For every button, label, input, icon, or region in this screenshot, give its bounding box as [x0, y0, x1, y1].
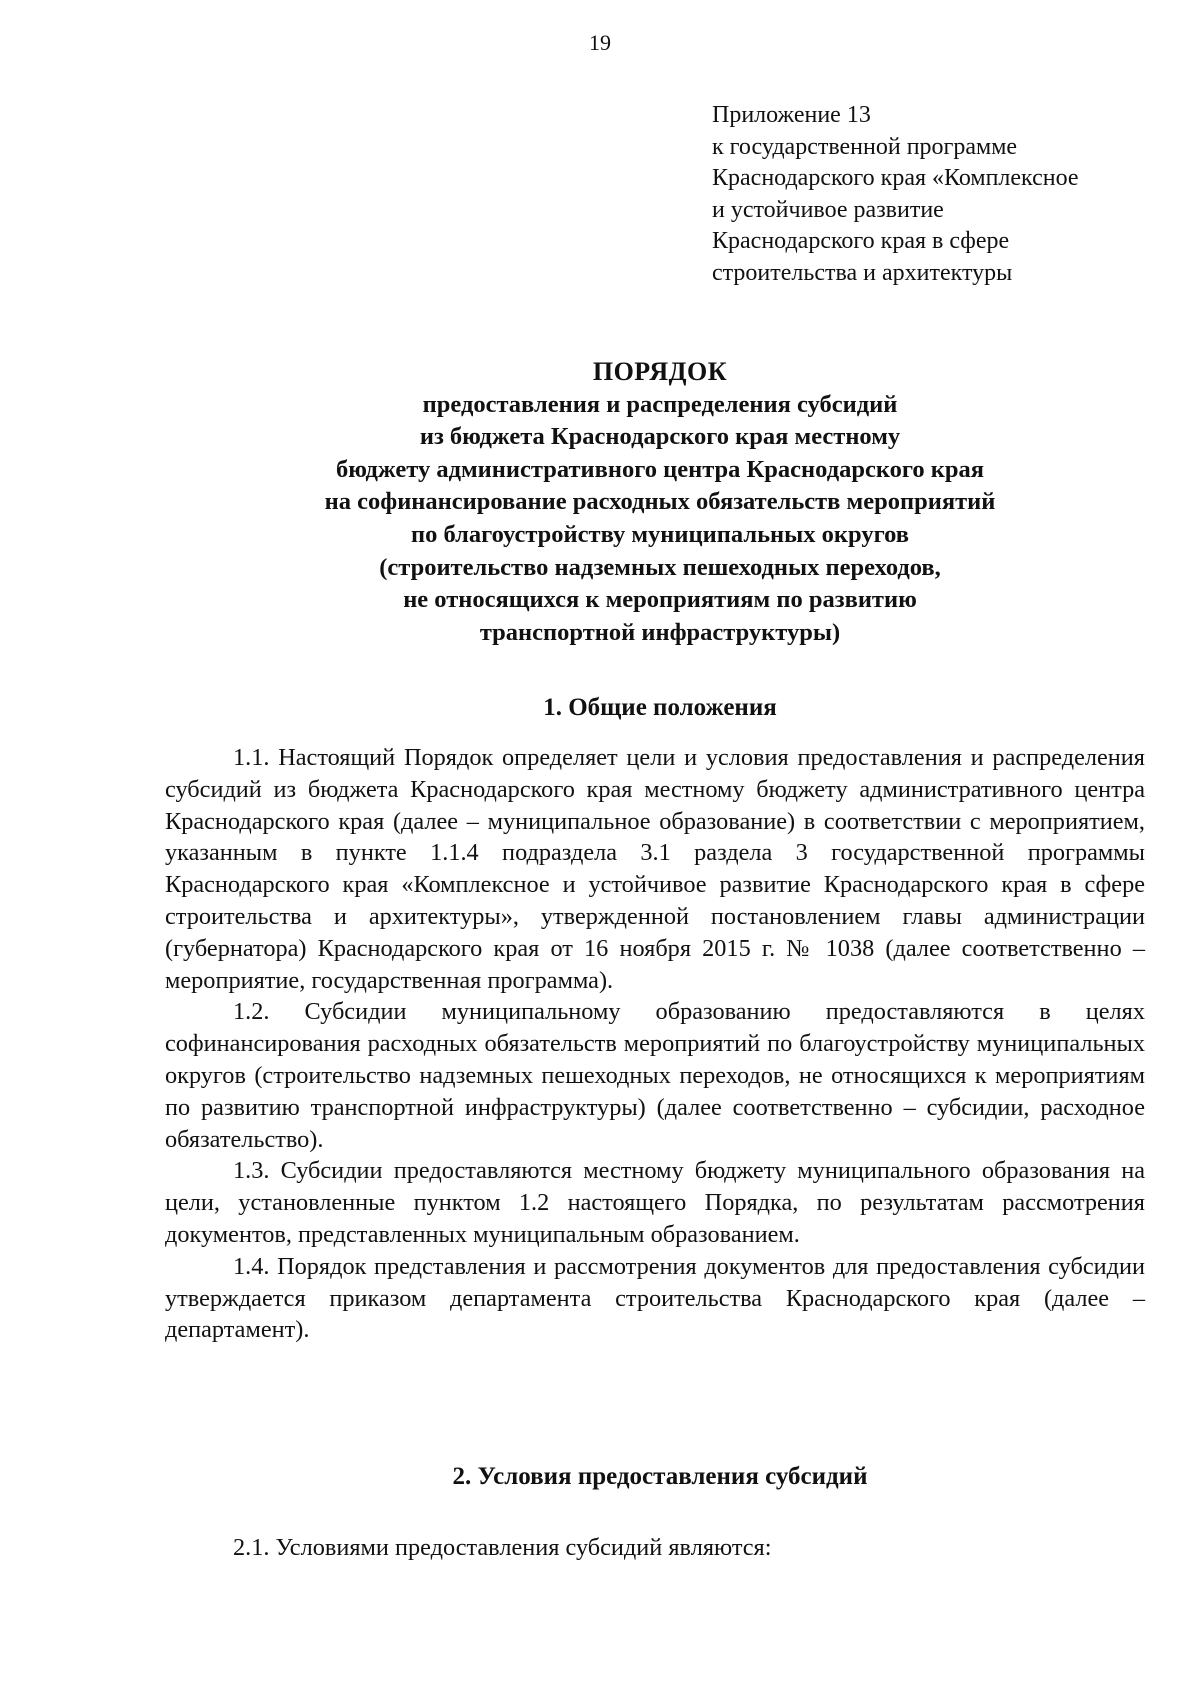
title-line: (строительство надземных пешеходных переходов, — [379, 553, 941, 581]
title-line: по благоустройству муниципальных округов — [411, 520, 909, 548]
title-line: транспортной инфраструктуры) — [479, 618, 841, 646]
appendix-line: Краснодарского края в сфере — [712, 228, 1010, 254]
section-2-body — [165, 1532, 1145, 1564]
appendix-line: строительства и архитектуры — [712, 259, 1013, 286]
paragraph-1-4: 1.4. Порядок представления и рассмотрения документов для предоставления субсидии утверждается приказом департамента строительства Краснодарского края (далее – департамент). — [165, 1252, 1145, 1344]
page-number: 19 — [589, 30, 611, 55]
paragraph-1-3: 1.3. Субсидии предоставляются местному бюджету муниципального образования на цели, установленные пунктом 1.2 настоящего Порядка, по результатам рассмотрения документов, представленных муниципальным образованием. — [165, 1157, 1145, 1248]
title-line: предоставления и распределения субсидий — [422, 390, 898, 418]
appendix-line: Краснодарского края «Комплексное — [712, 165, 1079, 191]
document-title: ПОРЯДОК — [592, 357, 728, 386]
paragraph-1-2: 1.2. Субсидии муниципальному образованию предоставляются в целях софинансирования расходных обязательств мероприятий по благоустройству муниципальных округов (строительство надземных пешеходных переходов, не относящихся к мероприятиям по развитию транспортной инфраструктуры) (далее соответственно – субсидии, расходное обязательство). — [165, 998, 1145, 1153]
paragraph-1-1: 1.1. Настоящий Порядок определяет цели и условия предоставления и распределения субсидий из бюджета Краснодарского края местному бюджету административного центра Краснодарского края (далее – муниципальное образование) в соответствии с мероприятием, указанным в пункте 1.1.4 подраздела 3.1 раздела 3 государственной программы Краснодарского края «Комплексное и устойчивое развитие Краснодарского края в сфере строительства и архитектуры», утвержденной постановлением главы администрации (губернатора) Краснодарского края от 16 ноября 2015 г. № 1038 (далее соответственно – мероприятие, государственная программа). — [165, 744, 1145, 994]
section-1-heading: 1. Общие положения — [543, 694, 777, 721]
title-line: из бюджета Краснодарского края местному — [419, 423, 901, 451]
appendix-line: Приложение 13 — [712, 102, 871, 128]
title-line: на софинансирование расходных обязательств мероприятий — [324, 488, 996, 516]
section-2-heading: 2. Условия предоставления субсидий — [452, 1463, 868, 1490]
document-title-block — [160, 356, 1160, 649]
appendix-line: к государственной программе — [712, 133, 1018, 160]
title-line: бюджету административного центра Краснодарского края — [335, 455, 985, 483]
title-line: не относящихся к мероприятиям по развитию — [403, 586, 917, 614]
paragraph-2-1: 2.1. Условиями предоставления субсидий являются: — [233, 1534, 772, 1561]
appendix-note — [712, 100, 1152, 289]
appendix-line: и устойчивое развитие — [712, 196, 944, 223]
section-1-body — [165, 742, 1145, 1346]
